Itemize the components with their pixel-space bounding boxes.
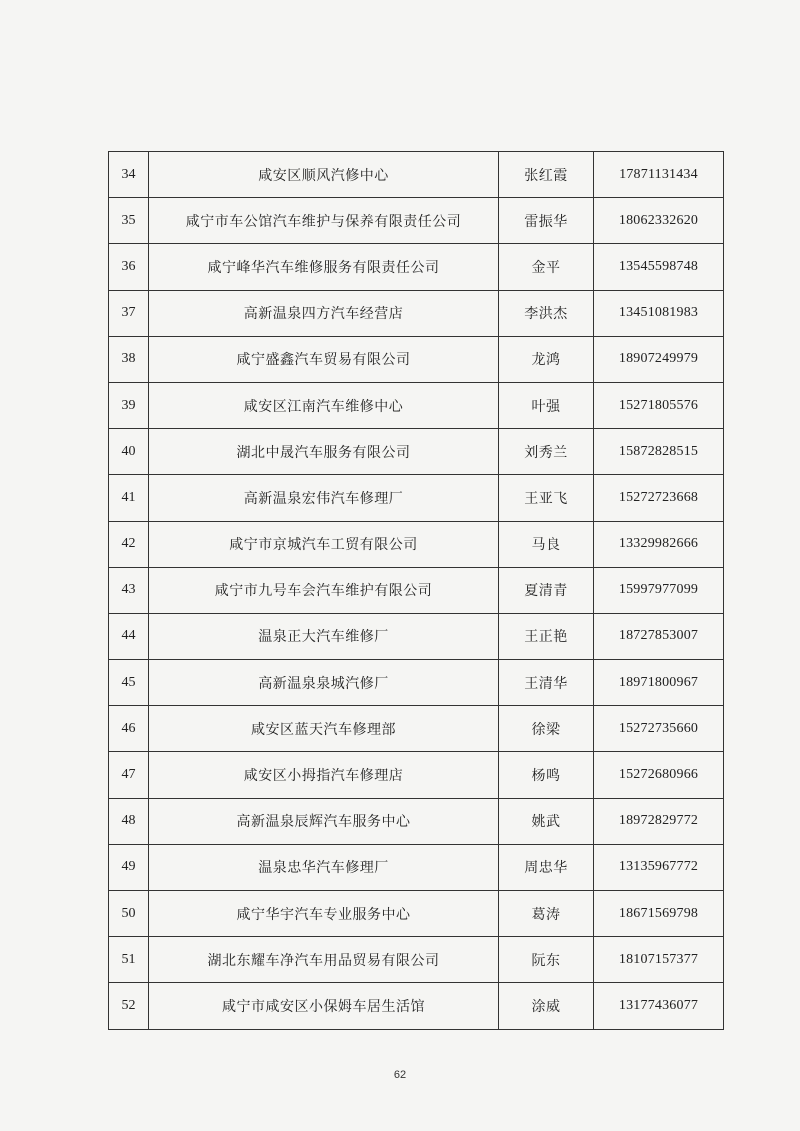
company-name-cell: 温泉忠华汽车修理厂: [149, 844, 499, 890]
phone-number-cell: 15272680966: [594, 752, 724, 798]
phone-number-cell: 18907249979: [594, 336, 724, 382]
roster-table: [108, 151, 724, 1030]
contact-person-cell: 葛涛: [499, 891, 594, 937]
phone-number-cell: 15997977099: [594, 567, 724, 613]
row-number-cell: 49: [109, 844, 149, 890]
company-name-cell: 咸宁峰华汽车维修服务有限责任公司: [149, 244, 499, 290]
phone-number-cell: 13177436077: [594, 983, 724, 1029]
company-name-cell: 咸安区顺风汽修中心: [149, 152, 499, 198]
phone-number-cell: 18107157377: [594, 937, 724, 983]
table-row: [109, 752, 724, 798]
table-row: [109, 244, 724, 290]
contact-person-cell: 雷振华: [499, 198, 594, 244]
row-number-cell: 46: [109, 706, 149, 752]
company-name-cell: 咸宁盛鑫汽车贸易有限公司: [149, 336, 499, 382]
row-number-cell: 48: [109, 798, 149, 844]
row-number-cell: 42: [109, 521, 149, 567]
phone-number-cell: 15271805576: [594, 382, 724, 428]
company-name-cell: 高新温泉辰辉汽车服务中心: [149, 798, 499, 844]
phone-number-cell: 15872828515: [594, 429, 724, 475]
row-number-cell: 50: [109, 891, 149, 937]
row-number-cell: 37: [109, 290, 149, 336]
phone-number-cell: 18062332620: [594, 198, 724, 244]
phone-number-cell: 13545598748: [594, 244, 724, 290]
row-number-cell: 44: [109, 613, 149, 659]
table-row: [109, 706, 724, 752]
table-row: [109, 198, 724, 244]
table-row: [109, 290, 724, 336]
table-row: [109, 937, 724, 983]
table-row: [109, 983, 724, 1029]
phone-number-cell: 18727853007: [594, 613, 724, 659]
contact-person-cell: 马良: [499, 521, 594, 567]
row-number-cell: 34: [109, 152, 149, 198]
row-number-cell: 38: [109, 336, 149, 382]
contact-person-cell: 徐梁: [499, 706, 594, 752]
company-name-cell: 高新温泉四方汽车经营店: [149, 290, 499, 336]
row-number-cell: 35: [109, 198, 149, 244]
company-name-cell: 咸宁市咸安区小保姆车居生活馆: [149, 983, 499, 1029]
row-number-cell: 41: [109, 475, 149, 521]
company-name-cell: 咸宁市车公馆汽车维护与保养有限责任公司: [149, 198, 499, 244]
table-row: [109, 336, 724, 382]
row-number-cell: 40: [109, 429, 149, 475]
table-row: [109, 613, 724, 659]
phone-number-cell: 18972829772: [594, 798, 724, 844]
company-name-cell: 高新温泉宏伟汽车修理厂: [149, 475, 499, 521]
contact-person-cell: 涂威: [499, 983, 594, 1029]
row-number-cell: 45: [109, 660, 149, 706]
table-row: [109, 382, 724, 428]
contact-person-cell: 王正艳: [499, 613, 594, 659]
contact-person-cell: 周忠华: [499, 844, 594, 890]
table-row: [109, 152, 724, 198]
company-name-cell: 咸宁市九号车会汽车维护有限公司: [149, 567, 499, 613]
phone-number-cell: 18671569798: [594, 891, 724, 937]
phone-number-cell: 17871131434: [594, 152, 724, 198]
company-name-cell: 咸宁市京城汽车工贸有限公司: [149, 521, 499, 567]
row-number-cell: 52: [109, 983, 149, 1029]
table-row: [109, 891, 724, 937]
row-number-cell: 47: [109, 752, 149, 798]
contact-person-cell: 王亚飞: [499, 475, 594, 521]
company-name-cell: 温泉正大汽车维修厂: [149, 613, 499, 659]
contact-person-cell: 李洪杰: [499, 290, 594, 336]
phone-number-cell: 13329982666: [594, 521, 724, 567]
phone-number-cell: 15272723668: [594, 475, 724, 521]
table-row: [109, 429, 724, 475]
table-row: [109, 521, 724, 567]
phone-number-cell: 15272735660: [594, 706, 724, 752]
contact-person-cell: 夏清青: [499, 567, 594, 613]
row-number-cell: 36: [109, 244, 149, 290]
table-row: [109, 798, 724, 844]
row-number-cell: 51: [109, 937, 149, 983]
contact-person-cell: 姚武: [499, 798, 594, 844]
contact-person-cell: 龙鸿: [499, 336, 594, 382]
contact-person-cell: 阮东: [499, 937, 594, 983]
row-number-cell: 43: [109, 567, 149, 613]
table-row: [109, 475, 724, 521]
roster-body: [109, 152, 724, 1030]
contact-person-cell: 金平: [499, 244, 594, 290]
company-name-cell: 咸安区蓝天汽车修理部: [149, 706, 499, 752]
company-name-cell: 湖北中晟汽车服务有限公司: [149, 429, 499, 475]
company-name-cell: 咸安区江南汽车维修中心: [149, 382, 499, 428]
phone-number-cell: 13451081983: [594, 290, 724, 336]
company-name-cell: 湖北东耀车净汽车用品贸易有限公司: [149, 937, 499, 983]
table-row: [109, 660, 724, 706]
contact-person-cell: 刘秀兰: [499, 429, 594, 475]
company-name-cell: 咸宁华宇汽车专业服务中心: [149, 891, 499, 937]
row-number-cell: 39: [109, 382, 149, 428]
phone-number-cell: 13135967772: [594, 844, 724, 890]
contact-person-cell: 王清华: [499, 660, 594, 706]
table-row: [109, 844, 724, 890]
page-number: 62: [393, 1069, 407, 1081]
contact-person-cell: 杨鸣: [499, 752, 594, 798]
company-name-cell: 咸安区小拇指汽车修理店: [149, 752, 499, 798]
contact-person-cell: 叶强: [499, 382, 594, 428]
contact-person-cell: 张红霞: [499, 152, 594, 198]
company-name-cell: 高新温泉泉城汽修厂: [149, 660, 499, 706]
phone-number-cell: 18971800967: [594, 660, 724, 706]
table-row: [109, 567, 724, 613]
